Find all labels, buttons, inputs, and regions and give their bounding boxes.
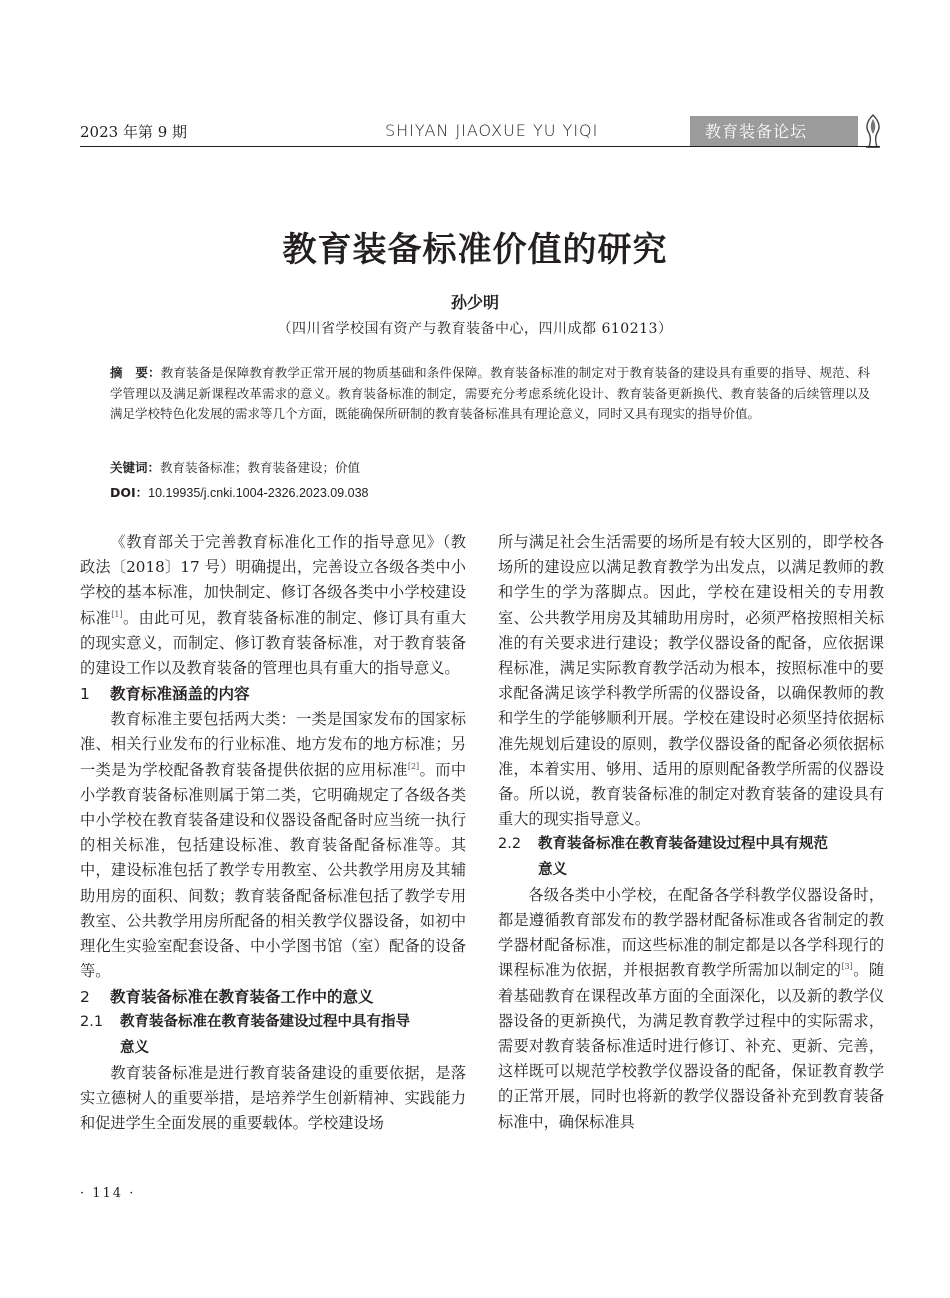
abstract (110, 363, 870, 425)
section-2-2-text-b: 。随着基础教育在课程改革方面的全面深化，以及新的教学仪器设备的更新换代，为满足教育教学过程中的实际需求，需要对教育装备标准适时进行修订、补充、更新、完善，这样既可以规范学校教学仪器设备的配备，保证教育教学的正常开展，同时也将新的教学仪器设备补充到教育装备标准中，确保标准具 (498, 961, 885, 1131)
citation-3: [3] (841, 962, 853, 972)
section-2-2-number: 2.2 (498, 836, 522, 853)
intro-paragraph (80, 530, 466, 681)
left-column (80, 530, 466, 1136)
section-1-text-a: 教育标准主要包括两大类：一类是国家发布的国家标准、相关行业发布的行业标准、地方发布的地方标准；另一类是为学校配备教育装备提供依据的应用标准 (80, 710, 466, 779)
section-2-2-heading-cont: 意义 (538, 861, 567, 878)
section-2-1-number: 2.1 (80, 1014, 104, 1031)
issue-label: 2023 年第 9 期 (80, 123, 188, 141)
doi-label: DOI： (110, 485, 149, 500)
keywords (110, 458, 870, 479)
author-name: 孙少明 (450, 293, 499, 312)
section-1-paragraph (80, 707, 466, 984)
section-1-heading (80, 681, 466, 707)
section-2-heading (80, 984, 466, 1010)
keywords-label: 关键词： (110, 460, 161, 475)
right-column (498, 530, 884, 1135)
abstract-text: 教育装备是保障教育教学正常开展的物质基础和条件保障。教育装备标准的制定对于教育装备的建设具有重要的指导、规范、科学管理以及满足新课程改革需求的意义。教育装备标准的制定，需要充分考虑系统化设计、教育装备更新换代、教育装备的后续管理以及满足学校特色化发展的需求等几个方面，既能确保所研制的教育装备标准具有理论意义，同时又具有现实的指导价值。 (110, 365, 870, 421)
section-1-title: 教育标准涵盖的内容 (110, 685, 250, 704)
intro-text-a: 《教育部关于完善教育标准化工作的指导意见》（教政法〔2018〕17 号）明确提出，完善设立各级各类中小学校的基本标准，加快制定、修订各级各类中小学校建设标准 (80, 533, 466, 627)
section-2-1-heading-cont: 意义 (120, 1039, 149, 1056)
section-1-number: 1 (80, 685, 90, 704)
section-2-1-title-a: 教育装备标准在教育装备建设过程中具有指导 (120, 1014, 410, 1031)
journal-name: SHIYAN JIAOXUE YU YIQI (385, 121, 599, 140)
section-2-2-title-a: 教育装备标准在教育装备建设过程中具有规范 (538, 836, 828, 853)
article-title: 教育装备标准价值的研究 (282, 230, 668, 270)
section-2-1-heading (80, 1010, 466, 1035)
doi (110, 483, 870, 504)
keywords-text: 教育装备标准；教育装备建设；价值 (160, 460, 361, 475)
doi-text: 10.19935/j.cnki.1004-2326.2023.09.038 (148, 486, 369, 500)
section-2-number: 2 (80, 988, 90, 1007)
abstract-label: 摘 要： (110, 365, 161, 380)
section-2-2-heading (498, 832, 884, 857)
author-affiliation: （四川省学校国有资产与教育装备中心，四川成都 610213） (277, 321, 673, 337)
section-tab: 教育装备论坛 (690, 116, 858, 147)
section-2-title: 教育装备标准在教育装备工作中的意义 (110, 988, 374, 1007)
section-2-2-text-a: 各级各类中小学校，在配备各学科教学仪器设备时，都是遵循教育部发布的教学器材配备标准或各省制定的教学器材配备标准，而这些标准的制定都是以各学科现行的课程标准为依据，并根据教育教学所需加以制定的 (498, 885, 884, 980)
header-rule (80, 146, 880, 147)
section-2-1-paragraph-cont: 所与满足社会生活需要的场所是有较大区别的，即学校各场所的建设应以满足教育教学为出发点，以满足教师的教和学生的学为落脚点。因此，学校在建设相关的专用教室、公共教学用房及其辅助用房时，必须严格按照相关标准的有关要求进行建设；教学仪器设备的配备，应依据课程标准，满足实际教育教学活动为根本，按照标准中的要求配备满足该学科教学所需的仪器设备，以确保教师的教和学生的学能够顺利开展。学校在建设时必须坚持依据标准先规划后建设的原则，教学仪器设备的配备必须依据标准，本着实用、够用、适用的原则配备教学所需的仪器设备。所以说，教育装备标准的制定对教育装备的建设具有重大的现实指导意义。 (498, 533, 884, 829)
section-2-1-paragraph: 教育装备标准是进行教育装备建设的重要依据，是落实立德树人的重要举措，是培养学生创新精神、实践能力和促进学生全面发展的重要载体。学校建设场 (80, 1063, 466, 1133)
intro-text-b: 。由此可见，教育装备标准的制定、修订具有重大的现实意义，而制定、修订教育装备标准，对于教育装备的建设工作以及教育装备的管理也具有重大的指导意义。 (80, 608, 467, 678)
page-number: · 114 · (80, 1186, 136, 1201)
section-2-2-paragraph (498, 883, 884, 1135)
journal-logo-icon (861, 113, 885, 149)
citation-1: [1] (111, 609, 123, 619)
section-1-text-b: 。而中小学教育装备标准则属于第二类，它明确规定了各级各类中小学校在教育装备建设和仪器设备配备时应当统一执行的相关标准，包括建设标准、教育装备配备标准等。其中，建设标准包括了教学专用教室、公共教学用房及其辅助用房的面积、间数；教育装备配备标准包括了教学专用教室、公共教学用房所配备的相关教学仪器设备，如初中理化生实验室配套设备、中小学图书馆（室）配备的设备等。 (80, 760, 467, 981)
citation-2: [2] (407, 761, 420, 771)
